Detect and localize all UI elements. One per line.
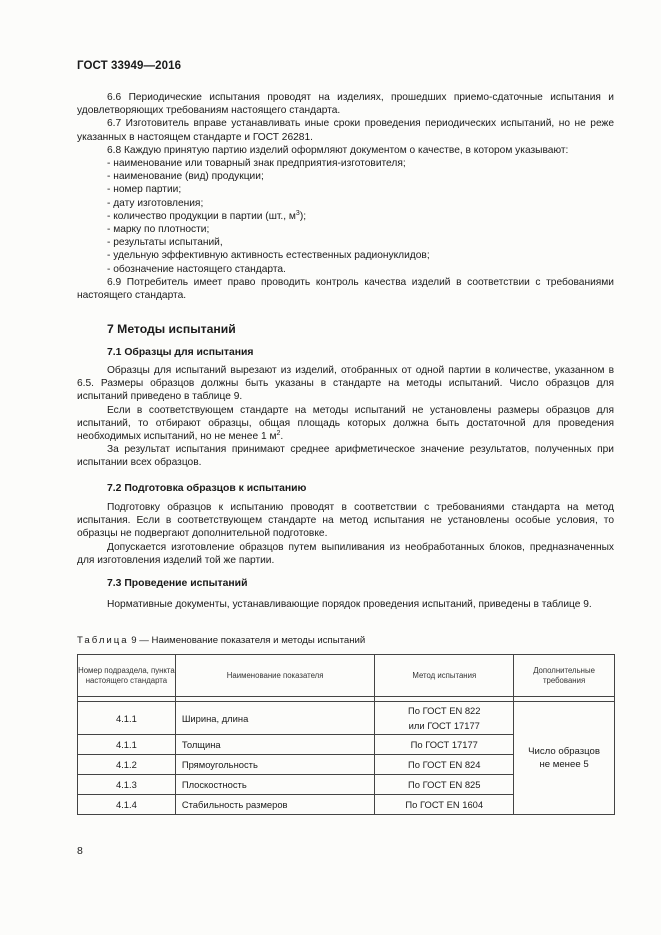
section-7-heading: 7 Методы испытаний [107,322,236,336]
header-clause: Номер подраздела, пункта настоящего стандарта [78,655,176,697]
cell-indicator: Прямоугольность [175,755,375,775]
list-item: - наименование (вид) продукции; [107,171,264,183]
paragraph-6-6: 6.6 Периодические испытания проводят на изделиях, прошедших приемо-сдаточные испытания и удовлетворяющих требованиям настоящего стандарта. [77,92,614,117]
cell-method: По ГОСТ EN 822 или ГОСТ 17177 [375,702,514,735]
list-item: - обозначение настоящего стандарта. [107,263,286,275]
cell-method: По ГОСТ 17177 [375,735,514,755]
cell-method: По ГОСТ EN 1604 [375,795,514,815]
paragraph-area: Если в соответствующем стандарте на методы испытаний не установлены размеры образцов для испытаний, то отбирают образцы, общая площадь которых должна быть достаточной для проведения необходимых испытаний, но не менее 1 $м^2$. [77,404,614,443]
cell-indicator: Ширина, длина [175,702,375,735]
clause-6-block [77,91,614,302]
header-additional: Дополнительные требования [514,655,615,697]
cell-clause: 4.1.2 [78,755,176,775]
cell-clause: 4.1.3 [78,775,176,795]
paragraph: Нормативные документы, устанавливающие порядок проведения испытаний, приведены в таблице 9. [107,599,592,610]
paragraph: За результат испытания принимают среднее арифметическое значение результатов, полученных при испытании всех образцов. [77,444,614,469]
subsection-7-3-body [77,598,614,611]
table-row [78,702,615,735]
paragraph-6-9: 6.9 Потребитель имеет право проводить контроль качества изделий в соответствии с требованиями настоящего стандарта. [77,276,614,302]
list-item: - наименование или товарный знак предприятия-изготовителя; [107,158,406,170]
paragraph-6-7: 6.7 Изготовитель вправе устанавливать иные сроки проведения периодических испытаний, но не реже указанных в настоящем стандарте и ГОСТ 26281. [77,118,614,143]
header-method: Метод испытания [375,655,514,697]
paragraph-6-8: 6.8 Каждую принятую партию изделий оформляют документом о качестве, в котором указывают: [107,144,569,156]
cell-method: По ГОСТ EN 824 [375,755,514,775]
cell-indicator: Толщина [175,735,375,755]
subsection-7-2-heading: 7.2 Подготовка образцов к испытанию [107,483,307,494]
table-header-row [78,655,615,697]
paragraph: Допускается изготовление образцов путем выпиливания из необработанных блоков, предназначенных для изготовления изделий той же партии. [77,541,614,566]
subsection-7-3-heading: 7.3 Проведение испытаний [107,578,248,589]
cell-clause: 4.1.4 [78,795,176,815]
paragraph: Образцы для испытаний вырезают из изделий, отобранных от одной партии в количестве, указанном в 6.5. Размеры образцов должны быть указаны в стандарте на методы испытаний. Число образцов для испытаний приведено в таблице 9. [77,365,614,403]
document-code: ГОСТ 33949—2016 [77,60,182,72]
methods-table [77,654,615,815]
cell-indicator: Плоскостность [175,775,375,795]
list-item-quantity: - количество продукции в партии (шт., $м^3$); [107,209,307,222]
cell-indicator: Стабильность размеров [175,795,375,815]
cell-additional: Число образцов не менее 5 [514,702,615,815]
list-item: - удельную эффективную активность естественных радионуклидов; [107,250,430,262]
cell-method: По ГОСТ EN 825 [375,775,514,795]
list-item: - дату изготовления; [107,197,204,209]
header-indicator: Наименование показателя [175,655,375,697]
paragraph: Подготовку образцов к испытанию проводят в соответствии с требованиями стандарта на метод испытания. Если в соответствующем стандарте на метод испытания не установлены особые условия, то образцы не подвергают дополнительной подготовке. [77,502,614,540]
page-number: 8 [77,845,83,857]
cell-clause: 4.1.1 [78,735,176,755]
subsection-7-1-heading: 7.1 Образцы для испытания [107,347,254,358]
subsection-7-1-body [77,364,614,470]
list-item: - результаты испытаний, [107,237,223,249]
list-item: - номер партии; [107,184,182,196]
table-caption: Таблица 9 — Наименование показателя и методы испытаний [77,635,366,646]
subsection-7-2-body [77,501,614,567]
cell-clause: 4.1.1 [78,702,176,735]
list-item: - марку по плотности; [107,224,210,236]
